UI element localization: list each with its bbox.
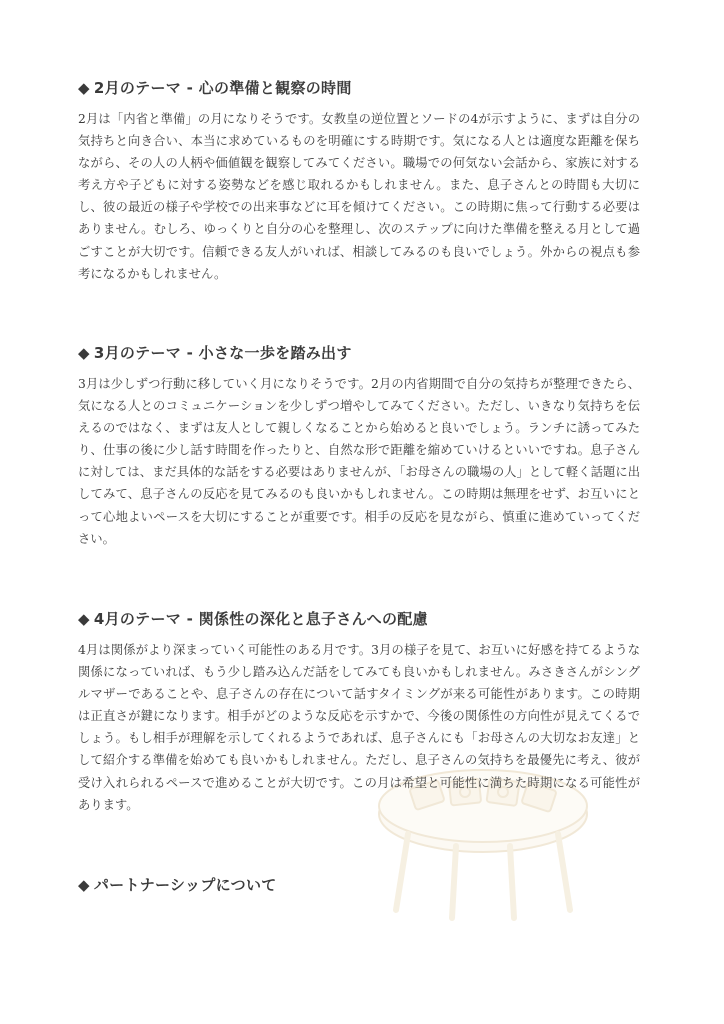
section-title: 4月のテーマ - 関係性の深化と息子さんへの配慮 — [93, 610, 428, 628]
section-body: 4月は関係がより深まっていく可能性のある月です。3月の様子を見て、お互いに好感を持てるような関係になっていれば、もう少し踏み込んだ話をしてみても良いかもしれません。みさきさんがシングルマザーであることや、息子さんの存在について話すタイミングが来る可能性があります。この時期は正直さが鍵になります。相手がどのような反応を示すかで、今後の関係性の方向性が見えてくるでしょう。もし相手が理解を示してくれるようであれば、息子さんにも「お母さんの大切なお友達」として紹介する準備を始めても良いかもしれません。ただし、息子さんの気持ちを最優先に考え、彼が受け入れられるペースで進めることが大切です。この月は希望と可能性に満ちた時期になる可能性があります。 — [78, 643, 640, 812]
diamond-bullet-icon: ◆ — [78, 876, 90, 894]
section-body: 2月は「内省と準備」の月になりそうです。女教皇の逆位置とソードの4が示すように、まずは自分の気持ちと向き合い、本当に求めているものを明確にする時期です。気になる人とは適度な距離を保ちながら、その人の人柄や価値観を観察してみてください。職場での何気ない会話から、家族に対する考え方や子どもに対する姿勢などを感じ取れるかもしれません。また、息子さんとの時間も大切にし、彼の最近の様子や学校での出来事などに耳を傾けてください。この時期に焦って行動する必要はありません。むしろ、ゆっくりと自分の心を整理し、次のステップに向けた準備を整える月として過ごすことが大切です。信頼できる友人がいれば、相談してみるのも良いでしょう。外からの視点も参考になるかもしれません。 — [78, 112, 640, 281]
section-heading — [78, 78, 640, 98]
diamond-bullet-icon: ◆ — [78, 79, 90, 97]
section-february — [78, 78, 640, 285]
section-title: 2月のテーマ - 心の準備と観察の時間 — [93, 79, 352, 97]
section-body: 3月は少しずつ行動に移していく月になりそうです。2月の内省期間で自分の気持ちが整理できたら、気になる人とのコミュニケーションを少しずつ増やしてみてください。ただし、いきなり気持ちを伝えるのではなく、まずは友人として親しくなることから始めると良いでしょう。ランチに誘ってみたり、仕事の後に少し話す時間を作ったりと、自然な形で距離を縮めていけるといいですね。息子さんに対しては、まだ具体的な話をする必要はありませんが、「お母さんの職場の人」として軽く話題に出してみて、息子さんの反応を見てみるのも良いかもしれません。この時期は無理をせず、お互いにとって心地よいペースを大切にすることが重要です。相手の反応を見ながら、慎重に進めていってください。 — [78, 377, 640, 546]
section-partnership — [78, 875, 640, 895]
section-heading — [78, 875, 640, 895]
diamond-bullet-icon: ◆ — [78, 610, 90, 628]
section-title: パートナーシップについて — [93, 876, 277, 894]
section-april — [78, 609, 640, 816]
section-title: 3月のテーマ - 小さな一歩を踏み出す — [93, 344, 352, 362]
section-heading — [78, 343, 640, 363]
section-march — [78, 343, 640, 550]
diamond-bullet-icon: ◆ — [78, 344, 90, 362]
section-heading — [78, 609, 640, 629]
